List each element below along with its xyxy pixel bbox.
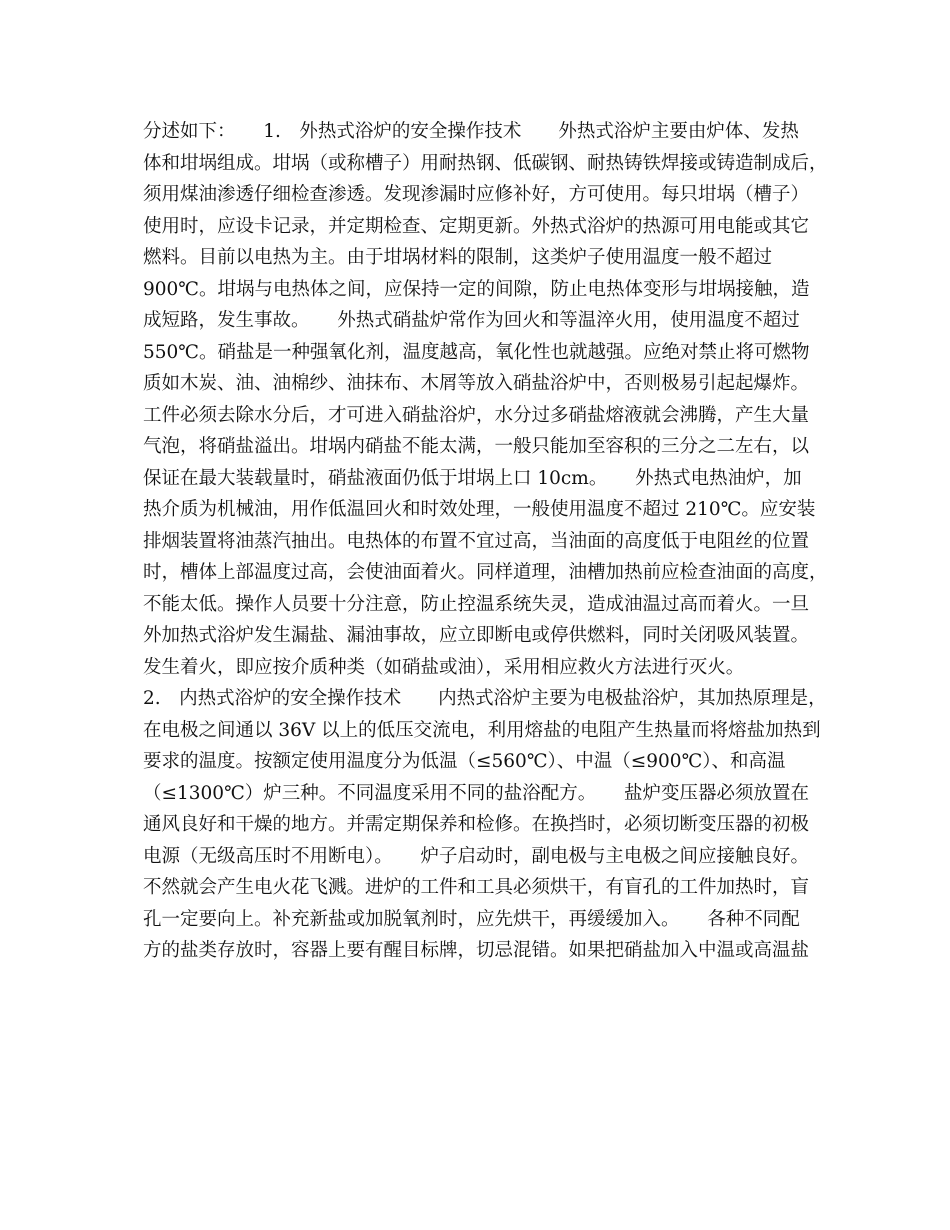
- text-line: 不能太低。操作人员要十分注意，防止控温系统失灵，造成油温过高而着火。一旦: [143, 593, 810, 615]
- text-line: 须用煤油渗透仔细检查渗透。发现渗漏时应修补好，方可使用。每只坩埚（槽子）: [143, 184, 810, 205]
- text-line: 质如木炭、油、油棉纱、油抹布、木屑等放入硝盐浴炉中，否则极易引起起爆炸。: [143, 373, 810, 394]
- text-line: 成短路，发生事故。 外热式硝盐炉常作为回火和等温淬火用，使用温度不超过: [143, 310, 800, 331]
- text-line: 时，槽体上部温度过高，会使油面着火。同样道理，油槽加热前应检查油面的高度，: [143, 562, 828, 583]
- text-line: 通风良好和干燥的地方。并需定期保养和检修。在换挡时，必须切断变压器的初极: [143, 814, 810, 835]
- text-line: 体和坩埚组成。坩埚（或称槽子）用耐热钢、低碳钢、耐热铸铁焊接或铸造制成后，: [143, 152, 828, 174]
- text-line: 孔一定要向上。补充新盐或加脱氧剂时，应先烘干，再缓缓加入。 各种不同配: [143, 908, 800, 930]
- body-text: [143, 116, 828, 967]
- text-line: 在电极之间通以 36V 以上的低压交流电，利用熔盐的电阻产生热量而将熔盐加热到: [143, 719, 821, 741]
- text-line: 外加热式浴炉发生漏盐、漏油事故，应立即断电或停供燃料，同时关闭吸风装置。: [143, 625, 810, 646]
- text-line: 使用时，应设卡记录，并定期检查、定期更新。外热式浴炉的热源可用电能或其它: [143, 215, 810, 237]
- text-line: （≤1300℃）炉三种。不同温度采用不同的盐浴配方。 盐炉变压器必须放置在: [143, 782, 810, 804]
- text-line: 热介质为机械油，用作低温回火和时效处理，一般使用温度不超过 210℃。应安装: [143, 499, 816, 520]
- text-line: 分述如下： 1. 外热式浴炉的安全操作技术 外热式浴炉主要由炉体、发热: [143, 121, 799, 142]
- text-line: 550℃。硝盐是一种强氧化剂，温度越高，氧化性也就越强。应绝对禁止将可燃物: [143, 341, 810, 363]
- text-line: 电源（无级高压时不用断电）。 炉子启动时，副电极与主电极之间应接触良好。: [143, 845, 810, 867]
- text-line: 方的盐类存放时，容器上要有醒目标牌，切忌混错。如果把硝盐加入中温或高温盐: [143, 940, 810, 961]
- text-line: 发生着火，即应按介质种类（如硝盐或油），采用相应救火方法进行灭火。: [143, 656, 745, 678]
- text-line: 2. 内热式浴炉的安全操作技术 内热式浴炉主要为电极盐浴炉，其加热原理是，: [143, 688, 827, 709]
- text-line: 保证在最大装载量时，硝盐液面仍低于坩埚上口 10cm。 外热式电热油炉，加: [143, 467, 802, 489]
- text-line: 工件必须去除水分后，才可进入硝盐浴炉，水分过多硝盐熔液就会沸腾，产生大量: [143, 404, 810, 426]
- text-line: 排烟装置将油蒸汽抽出。电热体的布置不宜过高，当油面的高度低于电阻丝的位置: [143, 530, 810, 552]
- text-line: 要求的温度。按额定使用温度分为低温（≤560℃）、中温（≤900℃）、和高温: [143, 751, 786, 772]
- text-line: 不然就会产生电火花飞溅。进炉的工件和工具必须烘干，有盲孔的工件加热时，盲: [143, 877, 810, 898]
- text-line: 气泡，将硝盐溢出。坩埚内硝盐不能太满，一般只能加至容积的三分之二左右，以: [143, 436, 810, 457]
- text-line: 燃料。目前以电热为主。由于坩埚材料的限制，这类炉子使用温度一般不超过: [143, 247, 773, 268]
- text-line: 900℃。坩埚与电热体之间，应保持一定的间隙，防止电热体变形与坩埚接触，造: [143, 278, 810, 300]
